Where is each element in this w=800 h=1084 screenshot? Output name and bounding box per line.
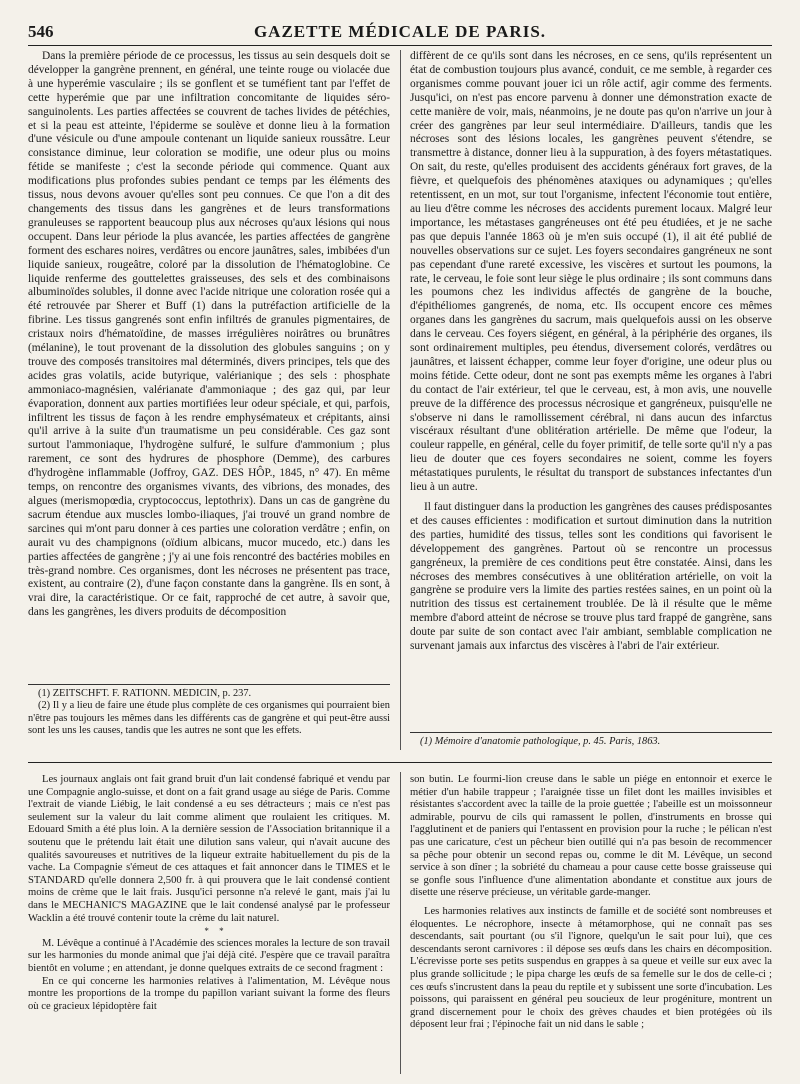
- article-paragraph: son butin. Le fourmi-lion creuse dans le sable un piége en entonnoir et exerce le métier d'un habile trappeur ; l'araignée tisse un filet dont les mailles invisibles et résistantes s'accordent avec la taille de la proie guettée ; l'abeille est un moissonneur admirable, pourvu de cils qui ramassent le pollen, d'instruments en brosse qui l'agglutinent et de paniers qui l'entassent en provision pour la ruche ; le pélican n'est pas une caricature, c'est un pêcheur bien outillé qui n'a pas besoin de recommencer sa pêche pour obtenir un second repas ou, comme le dit M. Lévêque, un second service à son dîner ; la sobriété du chameau a pour cause cette bosse graisseuse qui se gonfle sous l'influence d'une alimentation abondante et constitue aux jours de disette une réserve précieuse, un véritable garde-manger.: [410, 774, 772, 899]
- top-left-footnotes: [28, 688, 390, 750]
- article-paragraph: M. Lévêque a continué à l'Académie des sciences morales la lecture de son travail sur les harmonies du monde animal que j'ai déjà cité. J'espère que ce travail paraîtra bientôt en volume ; en attendant, je donne quelques extraits de ce second fragment :: [28, 937, 390, 974]
- bottom-right-column: [410, 774, 772, 1074]
- footnote: (1) ZEITSCHFT. F. RATIONN. MÉDICIN, p. 237.: [38, 688, 252, 699]
- article-paragraph: Il faut distinguer dans la production les gangrènes des causes prédisposantes et des causes efficientes : modification et surtout diminution dans la nutrition des parties, humidité des tissus, telles sont les conditions qui favorisent le développement des gangrènes. Partout où se rencontre un processus gangréneux, la première de ces conditions peut être constatée. Ainsi, dans les nécroses des membres consécutives à une oblitération artérielle, on voit la gangrène se produire vers la limite des parties restées saines, en un point où la nutrition des tissus est certainement troublée. De là il résulte que le même membre d'abord atteint de nécrose se trouve plus tard frappé de gangrène, sans doute par suite de son contact avec l'air ambiant, semblable complication ne survenant jamais aux infarctus des viscères à l'abri de l'air extérieur.: [410, 501, 772, 653]
- article-paragraph: diffèrent de ce qu'ils sont dans les nécroses, en ce sens, qu'ils représentent un état de combustion toujours plus avancé, conduit, ce me semble, à regarder ces organismes comme pouvant jouer ici un rôle actif, agir comme des ferments. Jusqu'ici, on n'est pas encore parvenu à donner une démonstration exacte de cette manière de voir, mais, néanmoins, je ne doute pas qu'on n'arrive un jour à créer des gangrènes par leur seul intermédiaire. D'ailleurs, tandis que les nécroses sont des lésions locales, les gangrènes peuvent s'étendre, se transmettre à distance, donner lieu à la suppuration, à des foyers métastatiques. On sait, du reste, qu'elles produisent des accidents généraux fort graves, de la fièvre, et quelquefois des phénomènes ataxiques ou adynamiques ; qu'elles retentissent, en un mot, sur tout l'organisme, infectent l'économie tout entière, au lieu d'être comme les nécroses des accidents purement locaux. Malgré leur importance, les métastases gangréneuses ont été peu étudiées, et je ne sache pas que depuis l'année 1863 où je m'en suis occupé (1), il ait été publié de nouvelles observations sur ce sujet. Les foyers secondaires gangréneux ne sont pas cependant d'une rareté excessive, les viscères et surtout les poumons, la rate, le cerveau, le foie sont leur siège le plus ordinaire ; ils sont communs dans les poumons chez les individus affectés de gangrène de la bouche, d'épithéliomes gangrenés, de noma, etc. Ils occupent encore ces mêmes organes dans les gangrènes du sacrum, mais quelquefois aussi on les observe dans le cerveau. Ces foyers siégent, en général, à la périphérie des organes, ils sont ordinairement multiples, peu étendus, diversement colorés, verdâtres ou jaunâtres, et laissent échapper, comme leur foyer d'origine, une odeur plus ou moins fétide. Cette odeur, dont ne sont pas exempts même les organes à l'abri du contact de l'air extérieur, tel que le cerveau, est, à mon avis, une nouvelle preuve de la différence des processus nécrosique et gangréneux, puisqu'elle ne s'observe ni dans le ramollissement cérébral, ni dans aucun des infarctus viscéraux résultant d'une oblitération artérielle. De même que l'odeur, la couleur rappelle, en général, celle du foyer primitif, de telle sorte qu'il n'y a pas lieu de douter que ces foyers secondaires ne soient, comme les foyers métastatiques purulents, le résultat du transport de substances infectantes d'un lieu à un autre.: [410, 50, 772, 494]
- footnote: (2) Il y a lieu de faire une étude plus complète de ces organismes qui pourraient bien n'être pas toujours les mêmes dans les différents cas de gangrène et qui peut-être aussi sont les uns les causes, tandis que les autres ne sont que les effets.: [28, 700, 390, 737]
- section-stars: * *: [204, 926, 228, 937]
- section-separator: [28, 762, 772, 763]
- column-divider: [400, 50, 401, 750]
- footnote-rule: [28, 684, 390, 685]
- running-title: GAZETTE MÉDICALE DE PARIS.: [253, 22, 547, 41]
- bottom-left-column: [28, 774, 390, 1074]
- column-divider: [400, 772, 401, 1074]
- article-paragraph: Les harmonies relatives aux instincts de famille et de société sont nombreuses et éloquentes. Le nécrophore, insecte à métamorphose, qui ne connaît pas ses descendants, sait pourtant (ou s'il l'ignore, quelqu'un le sait pour lui), que ces descendants seront carnivores : il dépose ses œufs dans les chairs en décomposition. L'écrevisse porte ses petits suspendus en grappes à sa queue et veille sur eux avec la plus grande sollicitude ; le pipa charge les œufs de sa femelle sur le dos de celle-ci ; ces œufs s'incrustent dans la peau du reptile et y subissent une sorte d'incubation. Les poissons, qui paraissent en général peu soucieux de leur progéniture, montrent un grand discernement pour le choix des grèves chaudes et bien protégées où ils déposent leur frai ; l'épinoche fait un nid dans le sable ;: [410, 905, 772, 1031]
- top-right-column: [410, 50, 772, 726]
- page-number: 546: [28, 22, 54, 41]
- article-paragraph: En ce qui concerne les harmonies relatives à l'alimentation, M. Lévêque nous montre les proportions de la trompe du papillon variant suivant la forme des fleurs où ce gracieux lépidoptère fait: [28, 975, 390, 1012]
- footnote: (1) Mémoire d'anatomie pathologique, p. 45. Paris, 1863.: [420, 736, 661, 747]
- article-paragraph: Les journaux anglais ont fait grand bruit d'un lait condensé fabriqué et vendu par une Compagnie anglo-suisse, et dont on a fait grand usage au siége de Paris. Comme l'extrait de viande Liébig, le lait condensé a eu ses détracteurs ; mais ce n'est pas seulement sur la valeur du lait comme aliment que roulaient les critiques. M. Edouard Smith a été plus loin. A la dernière session de l'Association britannique il a soutenu que le prétendu lait était une dilution sans valeur, qui n'avait aucune des qualités savoureuses et nutritives de la liqueur extraite habituellement du pis de la vache. La Compagnie s'émeut de ces attaques et fait annoncer dans le TIMES et le STANDARD qu'elle donnera 2,500 fr. à qui prouvera que le lait condensé contient moins de crème que le lait frais. Jusqu'ici personne n'a relevé le gant, mais j'ai lu dans le MECHANIC'S MAGAZINE que le lait condensé analysé par le professeur Wacklin a été trouvé contenir toute la crème du lait naturel.: [28, 774, 390, 924]
- top-right-footnotes: [410, 736, 772, 752]
- top-left-column: [28, 50, 390, 678]
- page-header: [28, 18, 772, 46]
- footnote-rule: [410, 732, 772, 733]
- article-paragraph: Dans la première période de ce processus, les tissus au sein desquels doit se développer la gangrène prennent, en général, une teinte rouge ou violacée due à une hyperémie vasculaire ; ils se gonflent et se tuméfient tant par l'effet de cette hyperémie que par une infiltration concomitante de liquides séro-sanguinolents. Les parties affectées se couvrent de taches livides de pétéchies, et si la peau est atteinte, l'épiderme se soulève et donne lieu à la formation d'une vésicule ou d'une ampoule contenant un liquide sanieux roussâtre. Leur consistance diminue, leur coloration se modifie, une odeur plus ou moins fétide se manifeste ; c'est la seconde période qui commence. Quant aux modifications plus profondes subies pendant ce temps par les éléments des tissus, nous devons avouer qu'elles sont peu connues. Ce que l'on a dit des changements des tissus dans les gangrènes et de leurs transformations granuleuses se rapportent beaucoup plus aux nécroses qu'aux lésions qui nous occupent. Dans leur période la plus avancée, les parties affectées de gangrène forment des eschares noires, verdâtres ou encore jaunâtres, sales, imbibées d'un liquide sanieux, rougeâtre, coloré par la dissolution de l'hématoglobine. Ce liquide renferme des gouttelettes graisseuses, des sels et des combinaisons albuminoïdes solubles, il donne avec l'acide nitrique une coloration rosée qui a été retrouvée par Sherer et Buff (1) dans la putréfaction artificielle de la fibrine. Les tissus gangrenés sont enfin infiltrés de granules pigmentaires, de cristaux noirs d'hématoïdine, de masses irrégulières noirâtres ou brunâtres (mélanine), le tout provenant de la dissolution des globules sanguins ; on y trouve des composés transitoires mal déterminés, divers principes, tels que des acides gras volatils, acide butyrique, valérianique ; des sels : phosphate ammoniaco-magnésien, valérianate d'ammoniaque ; des gaz qui, par leur évaporation, donnent aux parties mortifiées leur odeur spéciale, et qui, parfois, infiltrent les tissus de façon à les rendre emphysémateux et crépitants, ainsi qu'il arrive à la suite d'un traumatisme un peu considérable. Ces gaz sont surtout l'ammoniaque, l'hydrogène sulfuré, le sulfure d'ammonium ; plus rarement, ce sont des hydrures de phosphore (Demme), des carbures d'hydrogène inflammable (Joffroy, GAZ. DES HÔP., 1845, n° 47). En même temps, on rencontre des organismes vivants, des vibrions, des monades, des algues (merismopœdia, cryptococcus, leptothrix). Dans un cas de gangrène du sacrum étendue aux muscles lombo-iliaques, j'ai trouvé un grand nombre de sarcines qui m'ont paru donner à ces parties une coloration verdâtre ; enfin, on aurait vu des champignons (oïdium albicans, mucor mucedo, etc.) dans les parties affectées de gangrène ; j'y ai une fois rencontré des bactéries mobiles en très-grand nombre. Ces organismes, dont les nécroses ne présentent pas trace, existent, au contraire (2), d'une façon constante dans la gangrène. Ils en sont, à vrai dire, la caractéristique. Or ce fait, rapproché de cet autre, à savoir que, dans les gangrènes, les divers produits de décomposition: [28, 50, 390, 619]
